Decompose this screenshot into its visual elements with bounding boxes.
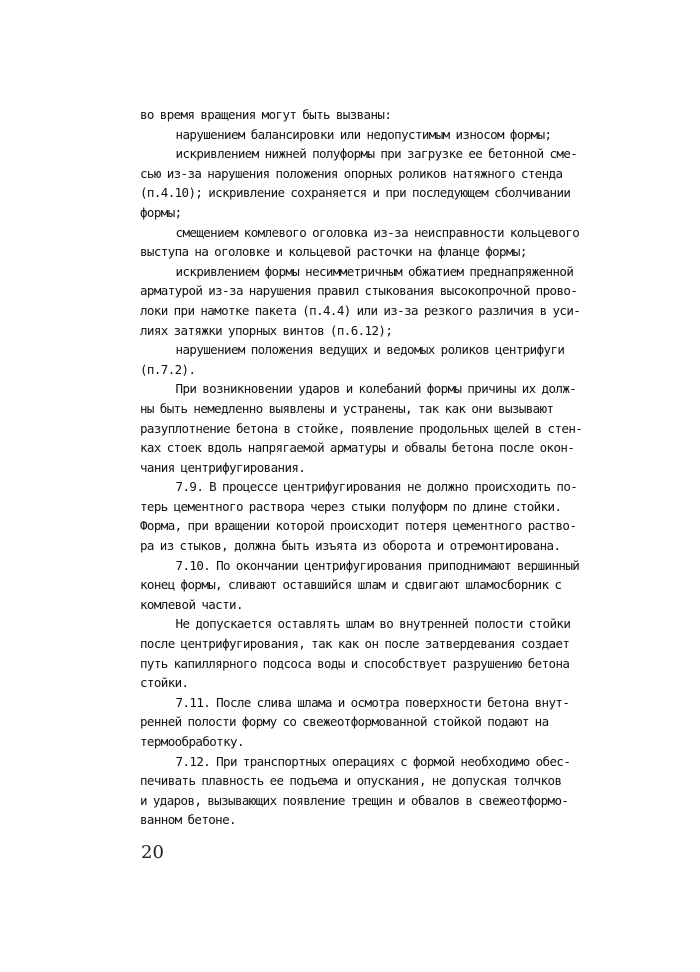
text-line: искривлением нижней полуформы при загрузке ее бетонной сме- [140, 146, 578, 162]
text-line: Форма, при вращении которой происходит потеря цементного раство- [140, 518, 577, 534]
text-line: выступа на оголовке и кольцевой расточки на фланце формы; [140, 244, 527, 260]
text-line: 7.10. По окончании центрифугирования приподнимают вершинный [140, 557, 580, 573]
text-line: Не допускается оставлять шлам во внутренней полости стойки [140, 616, 571, 632]
text-line: чания центрифугирования. [140, 459, 306, 475]
text-line: конец формы, сливают оставшийся шлам и сдвигают шламосборник с [140, 577, 562, 593]
text-line: разуплотнение бетона в стойке, появление продольных щелей в стен- [140, 420, 583, 436]
text-line: комлевой части. [140, 596, 243, 612]
text-line: ра из стыков, должна быть изъята из оборота и отремонтирована. [140, 538, 561, 554]
text-line: стойки. [140, 675, 189, 691]
body-text [140, 105, 668, 830]
text-line: во время вращения могут быть вызваны: [140, 107, 392, 122]
text-line: 7.11. После слива шлама и осмотра поверхности бетона внут- [140, 694, 570, 710]
text-line: сью из-за нарушения положения опорных роликов натяжного стенда [140, 165, 563, 181]
text-line: локи при намотке пакета (п.4.4) или из-за резкого различия в уси- [140, 302, 581, 318]
text-line: формы; [140, 204, 182, 220]
text-line: после центрифугирования, так как он после затвердевания создает [140, 636, 570, 652]
text-line: печивать плавность ее подъема и опускания, не допуская толчков [140, 773, 562, 789]
text-line: лиях затяжки упорных винтов (п.6.12); [140, 322, 393, 338]
text-line: смещением комлевого оголовка из-за неисправности кольцевого [140, 224, 580, 240]
text-line: ках стоек вдоль напрягаемой арматуры и обвалы бетона после окон- [140, 440, 575, 456]
text-line: (п.7.2). [140, 361, 196, 377]
text-line: терь цементного раствора через стыки полуформ по длине стойки. [140, 498, 562, 514]
text-line: ны быть немедленно выявлены и устранены, так как они вызывают [140, 400, 554, 416]
text-line: термообработку. [140, 734, 244, 749]
text-line: ренней полости форму со свежеотформованной стойкой подают на [140, 714, 549, 730]
text-line: При возникновении ударов и колебаний формы причины их долж- [140, 381, 577, 397]
text-line: нарушением балансировки или недопустимым износом формы; [140, 126, 552, 142]
page-number: 20 [141, 842, 164, 863]
text-line: нарушением положения ведущих и ведомых роликов центрифуги [140, 342, 565, 358]
text-line: путь капиллярного подсоса воды и способствует разрушению бетона [140, 655, 570, 671]
text-line: 7.12. При транспортных операциях с формой необходимо обес- [140, 753, 571, 769]
text-line: (п.4.10); искривление сохраняется и при последующем сболчивании [140, 185, 571, 201]
text-line: искривлением формы несимметричным обжатием преднапряженной [140, 263, 574, 279]
text-line: арматурой из-за нарушения правил стыкования высокопрочной прово- [140, 283, 578, 299]
text-line: 7.9. В процессе центрифугирования не должно происходить по- [140, 479, 578, 495]
text-line: ванном бетоне. [140, 812, 236, 828]
text-line: и ударов, вызывающих появление трещин и обвалов в свежеотформо- [140, 792, 569, 808]
